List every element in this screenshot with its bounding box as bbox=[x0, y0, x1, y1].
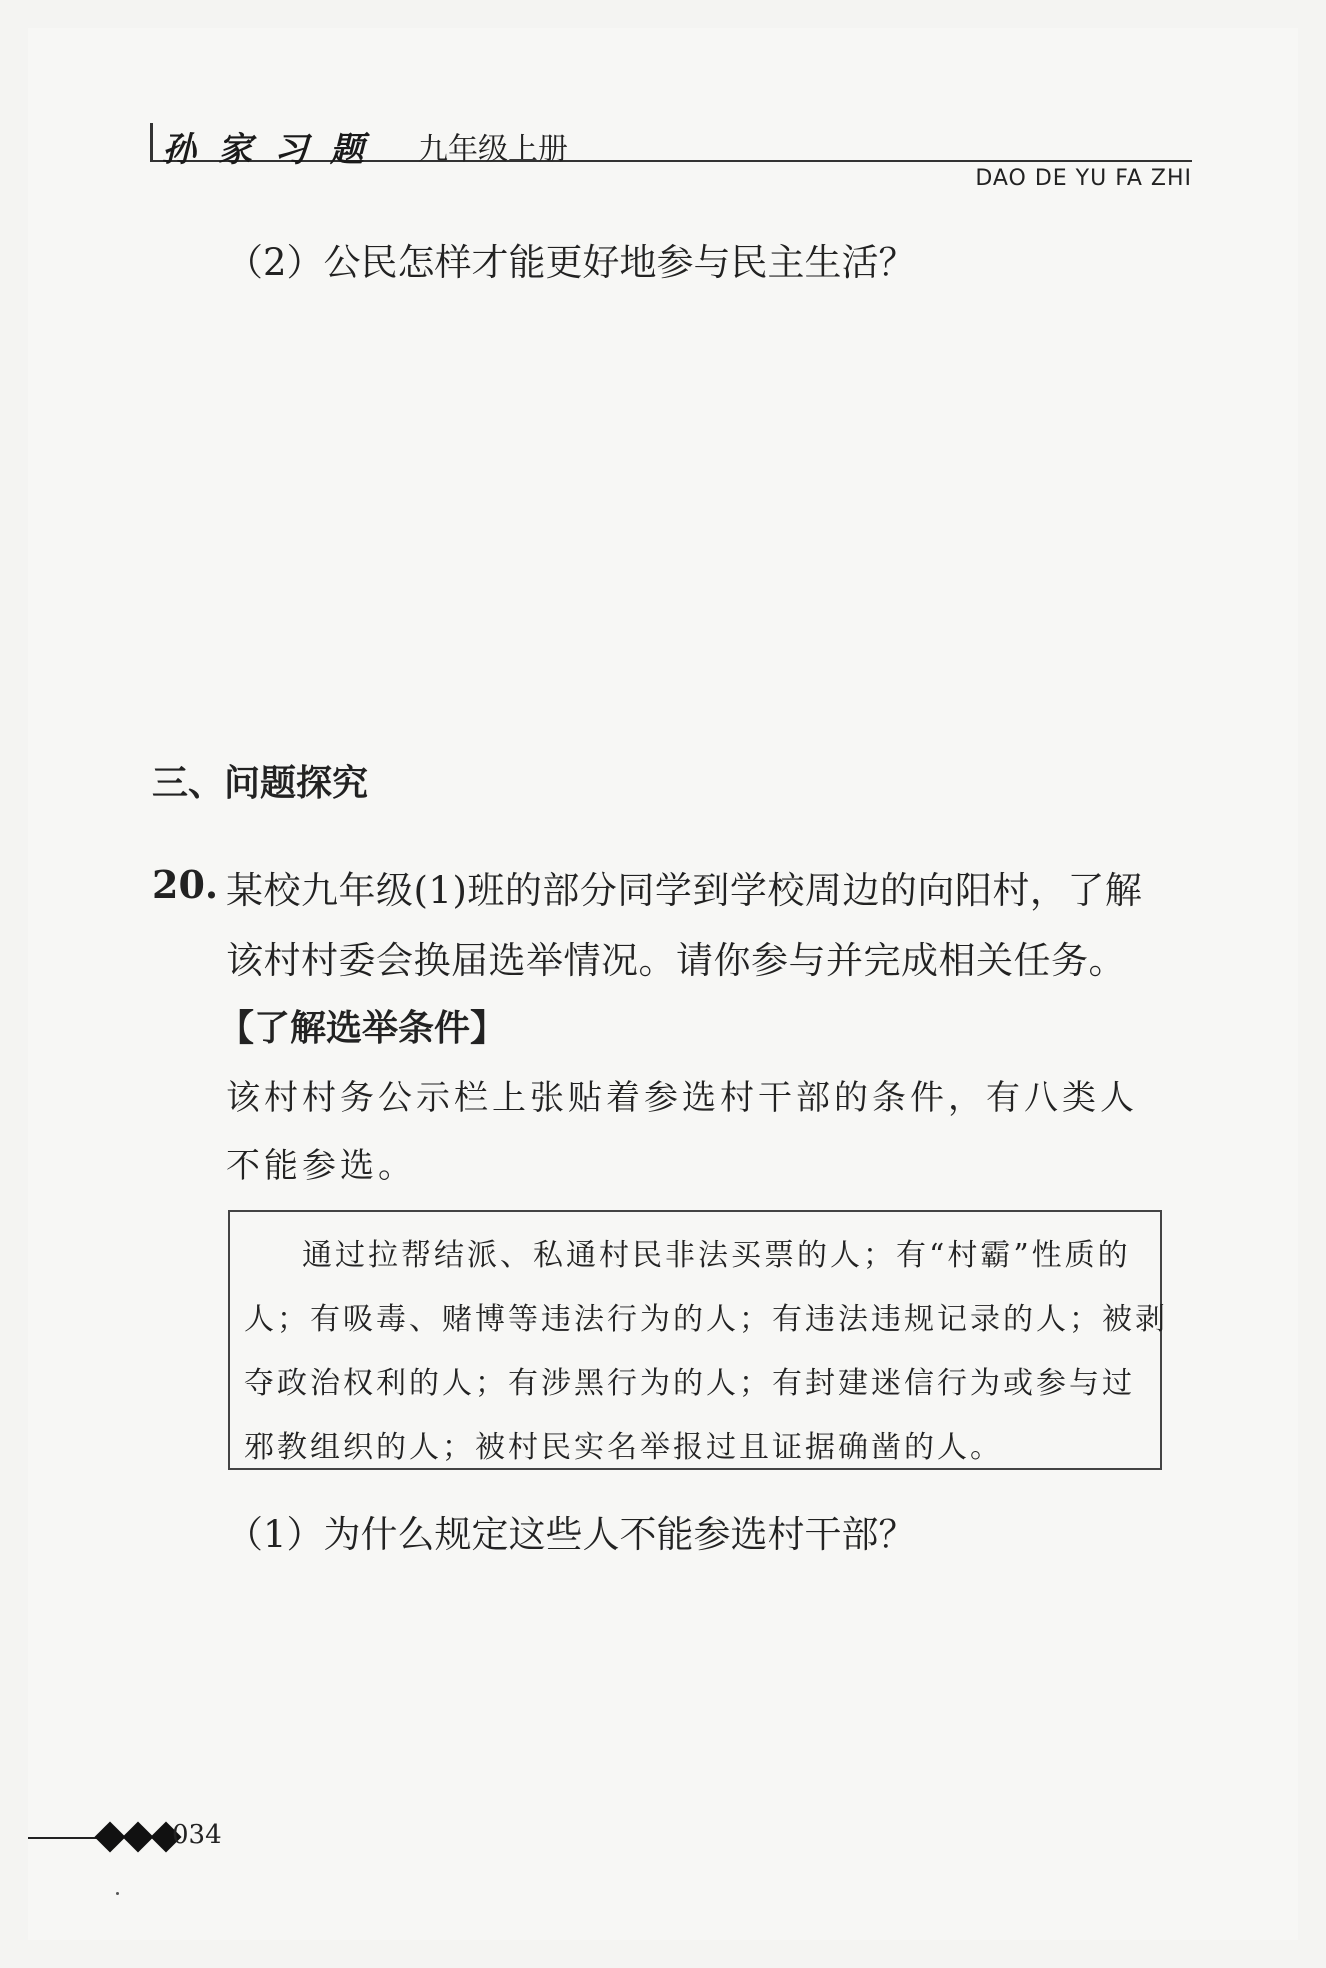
box-line: 夺政治权利的人；有涉黑行为的人；有封建迷信行为或参与过 bbox=[244, 1366, 1135, 1401]
grade-label: 九年级上册 bbox=[418, 132, 568, 167]
box-line: 通过拉帮结派、私通村民非法买票的人；有“村霸”性质的 bbox=[302, 1238, 1131, 1273]
box-line: 邪教组织的人；被村民实名举报过且证据确凿的人。 bbox=[244, 1430, 1003, 1465]
diamond-icon bbox=[122, 1821, 153, 1852]
problem-text-line-2: 该村村委会换届选举情况。请你参与并完成相关任务。 bbox=[226, 939, 1126, 982]
question-2: （2）公民怎样才能更好地参与民主生活？ bbox=[226, 241, 916, 284]
series-logo: 孙家习题 bbox=[162, 130, 386, 170]
speck bbox=[116, 1892, 119, 1895]
subheading: 【了解选举条件】 bbox=[218, 1008, 507, 1049]
box-line: 人；有吸毒、赌博等违法行为的人；有违法违规记录的人；被剥 bbox=[244, 1302, 1168, 1337]
intro-line-1: 该村村务公示栏上张贴着参选村干部的条件，有八类人 bbox=[226, 1078, 1138, 1118]
problem-text-line-1: 某校九年级(1)班的部分同学到学校周边的向阳村，了解 bbox=[226, 869, 1143, 912]
footer-diamonds-icon bbox=[96, 1822, 180, 1852]
question-1: （1）为什么规定这些人不能参选村干部？ bbox=[226, 1513, 916, 1556]
intro-line-2: 不能参选。 bbox=[226, 1146, 416, 1186]
page-background bbox=[28, 28, 1298, 1940]
section-title: 三、问题探究 bbox=[152, 763, 369, 804]
page-number: 034 bbox=[172, 1820, 222, 1850]
conditions-box bbox=[228, 1210, 1168, 1470]
subject-pinyin: DAO DE YU FA ZHI bbox=[975, 166, 1192, 191]
diamond-icon bbox=[94, 1821, 125, 1852]
problem-number: 20. bbox=[152, 862, 219, 907]
footer-rule bbox=[28, 1837, 98, 1839]
